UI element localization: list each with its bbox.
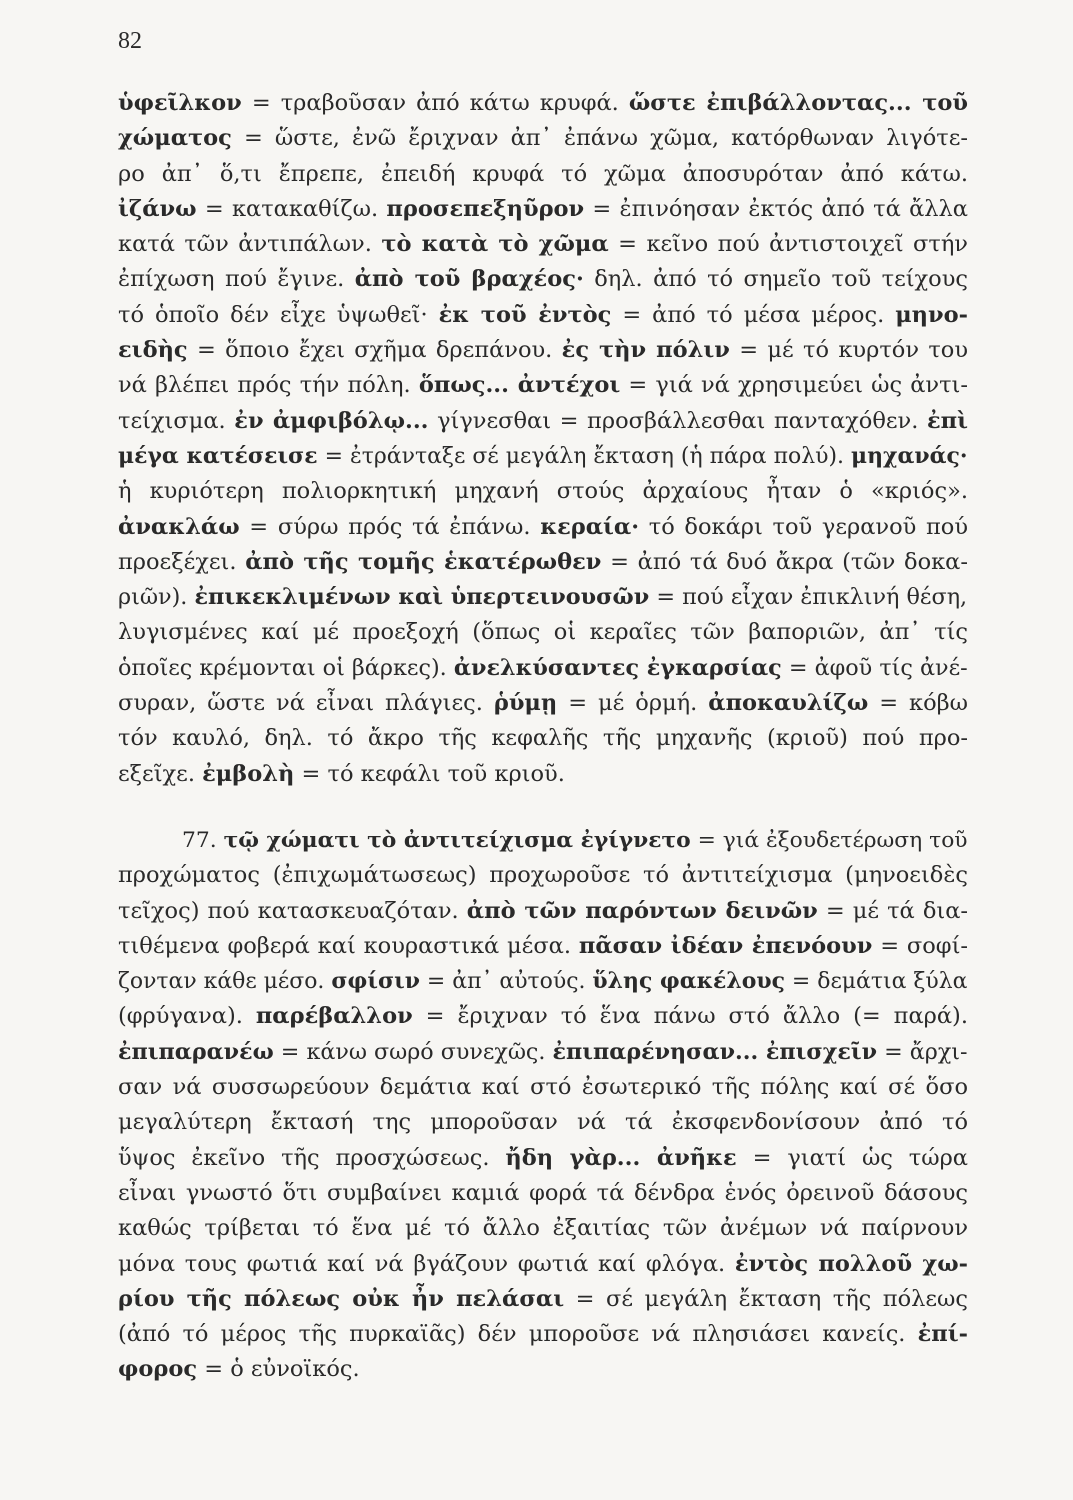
lemma-term: ειδὴς — [118, 337, 188, 364]
text-line — [118, 474, 968, 509]
text-line — [118, 1105, 968, 1140]
gloss-text: τό δοκάρι τοῦ γερανοῦ πού — [639, 513, 968, 540]
gloss-text: ὕψος ἐκεῖνο τῆς προσχώσεως. — [118, 1144, 506, 1171]
text-line — [118, 157, 968, 192]
lemma-term: ἐκ τοῦ ἐντὸς — [438, 301, 612, 328]
lemma-term: ἐπιπαρένησαν... ἐπισχεῖν — [552, 1038, 878, 1065]
gloss-text: = ὁ εὐνοϊκός. — [197, 1356, 360, 1383]
text-line — [118, 262, 968, 297]
text-line — [118, 368, 968, 403]
text-line — [118, 227, 968, 262]
gloss-text: = τραβοῦσαν ἀπό κάτω κρυφά. — [241, 90, 629, 116]
gloss-text: = ἄρχι- — [877, 1038, 968, 1065]
gloss-text: γίγνεσθαι = προσβάλλεσθαι πανταχόθεν. — [428, 407, 927, 434]
lemma-term: μηνο- — [895, 301, 968, 328]
text-line — [118, 1317, 968, 1352]
gloss-text: δηλ. ἀπό τό σημεῖο τοῦ τείχους — [583, 266, 969, 293]
gloss-text: = μέ τό κυρτόν του — [729, 337, 968, 364]
gloss-text: λυγισμένες καί μέ προεξοχή (ὅπως οἱ κεραῖες τῶν βαποριῶν, ἀπ᾽ τίς — [118, 619, 968, 646]
text-line — [118, 86, 968, 121]
gloss-text: τόν καυλό, δηλ. τό ἄκρο τῆς κεφαλῆς τῆς μηχανῆς (κριοῦ) πού προ- — [118, 725, 968, 752]
text-line — [118, 121, 968, 156]
gloss-text: = ἔριχναν τό ἕνα πάνω στό ἄλλο (= παρά). — [412, 1003, 968, 1030]
gloss-text: νά βλέπει πρός τήν πόλη. — [118, 372, 419, 399]
gloss-text: = μέ ὁρμή. — [557, 690, 709, 717]
text-line — [118, 1211, 968, 1246]
lemma-term: σφίσιν — [331, 968, 420, 995]
gloss-text: καθώς τρίβεται τό ἕνα μέ τό ἄλλο ἐξαιτίας τῶν ἀνέμων νά παίρνουν — [118, 1215, 968, 1242]
text-line — [118, 1176, 968, 1211]
lemma-term: ἀνελκύσαντες ἐγκαρσίας — [453, 654, 782, 681]
gloss-text: = κεῖνο πού ἀντιστοιχεῖ στήν — [608, 231, 968, 258]
gloss-text: συραν, ὥστε νά εἶναι πλάγιες. — [118, 690, 494, 717]
text-line — [118, 545, 968, 580]
text-line — [118, 510, 968, 545]
text-line — [118, 964, 968, 999]
gloss-text: = ἀφοῦ τίς ἀνέ- — [781, 654, 968, 681]
lemma-term: ὅπως... ἀντέχοι — [418, 372, 621, 399]
lemma-term: μέγα κατέσεισε — [118, 442, 318, 469]
page-number: 82 — [118, 28, 142, 54]
lemma-term: ἀνακλάω — [118, 513, 240, 540]
text-line — [118, 1247, 968, 1282]
gloss-text: προχώματος (ἐπιχωμάτωσεως) προχωροῦσε τό ἀντιτείχισμα (μηνοειδὲς — [118, 862, 968, 889]
gloss-text: = ἀπ᾽ αὐτούς. — [419, 969, 593, 995]
lemma-term: ἰζάνω — [118, 195, 197, 222]
gloss-text: = ὥστε, ἐνῶ ἔριχναν ἀπ᾽ ἐπάνω χῶμα, κατόρθωναν λιγότε- — [231, 125, 968, 152]
gloss-text: = κάνω σωρό συνεχῶς. — [273, 1038, 553, 1065]
gloss-text: (φρύγανα). — [118, 1003, 256, 1030]
lemma-term: ἐπὶ — [926, 407, 968, 434]
gloss-text: ὁποῖες κρέμονται οἱ βάρκες). — [118, 654, 454, 681]
gloss-text: = ὅποιο ἔχει σχῆμα δρεπάνου. — [187, 337, 562, 364]
lemma-term: ἀπὸ τῶν παρόντων δεινῶν — [466, 897, 818, 924]
lemma-term: ἀποκαυλίζω — [708, 690, 869, 717]
lemma-term: ἀπὸ τοῦ βραχέος· — [354, 266, 584, 293]
text-line — [118, 580, 968, 615]
gloss-text: εξεῖχε. — [118, 760, 203, 787]
gloss-text: κατά τῶν ἀντιπάλων. — [118, 231, 382, 258]
paragraph — [118, 86, 968, 792]
text-block — [118, 86, 968, 1388]
lemma-term: τῷ χώματι τὸ ἀντιτείχισμα ἐγίγνετο — [223, 827, 691, 853]
gloss-text: = γιά νά χρησιμεύει ὡς ἀντι- — [620, 372, 968, 399]
lemma-term: ἐς τὴν πόλιν — [561, 337, 730, 364]
gloss-text: μεγαλύτερη ἔκτασή της μποροῦσαν νά τά ἐκσφενδονίσουν ἀπό τό — [118, 1109, 968, 1136]
gloss-text: = δεμάτια ξύλα — [784, 969, 968, 995]
gloss-text: = πού εἶχαν ἐπικλινή θέση, — [649, 584, 968, 611]
gloss-text: 77. — [182, 827, 224, 853]
gloss-text: = ἐτράνταξε σέ μεγάλη ἔκταση (ἡ πάρα πολύ). — [317, 443, 851, 469]
gloss-text: σαν νά συσσωρεύουν δεμάτια καί στό ἐσωτερικό τῆς πόλης καί σέ ὅσο — [118, 1074, 968, 1101]
lemma-term: ἐμβολὴ — [202, 760, 295, 787]
lemma-term: ἐπικεκλιμένων καὶ ὑπερτεινουσῶν — [194, 584, 650, 611]
text-line — [118, 721, 968, 756]
lemma-term: φορος — [118, 1356, 198, 1383]
text-line — [118, 1352, 968, 1387]
text-line — [118, 929, 968, 964]
lemma-term: ἀπὸ τῆς τομῆς ἑκατέρωθεν — [245, 548, 602, 575]
gloss-text: = μέ τά δια- — [817, 897, 968, 924]
lemma-term: ρίου τῆς πόλεως οὐκ ἦν πελάσαι — [118, 1285, 565, 1312]
text-line — [118, 1141, 968, 1176]
text-line — [118, 615, 968, 650]
text-line — [118, 1035, 968, 1070]
text-line — [118, 1070, 968, 1105]
text-line — [118, 894, 968, 929]
text-line — [118, 651, 968, 686]
gloss-text: = σέ μεγάλη ἔκταση τῆς πόλεως — [564, 1285, 968, 1312]
gloss-text: = ἐπινόησαν ἐκτός ἀπό τά ἄλλα — [584, 195, 968, 222]
gloss-text: εἶναι γνωστό ὅτι συμβαίνει καμιά φορά τά δένδρα ἑνός ὀρεινοῦ δάσους — [118, 1179, 968, 1206]
lemma-term: ὕλης φακέλους — [592, 968, 785, 995]
text-line — [118, 858, 968, 893]
lemma-term: ἐν ἀμφιβόλῳ... — [234, 407, 429, 434]
lemma-term: ἐντὸς πολλοῦ χω- — [734, 1250, 968, 1277]
lemma-term: μηχανάς· — [851, 442, 968, 469]
lemma-term: παρέβαλλον — [255, 1003, 413, 1030]
gloss-text: = ἀπό τό μέσα μέρος. — [611, 301, 896, 328]
gloss-text: ζονταν κάθε μέσο. — [118, 969, 332, 995]
text-line — [118, 999, 968, 1034]
text-line — [118, 333, 968, 368]
lemma-term: προσεπεξηῦρον — [386, 195, 585, 222]
lemma-term: κεραία· — [540, 513, 640, 540]
text-line — [118, 823, 968, 858]
gloss-text: = κόβω — [868, 690, 968, 717]
lemma-term: ὥστε ἐπιβάλλοντας... τοῦ — [628, 90, 968, 116]
gloss-text: = γιά ἐξουδετέρωση τοῦ — [690, 827, 968, 853]
lemma-term: χώματος — [118, 125, 232, 152]
gloss-text: ἡ κυριότερη πολιορκητική μηχανή στούς ἀρχαίους ἦταν ὁ «κριός». — [118, 478, 968, 505]
lemma-term: τὸ κατὰ τὸ χῶμα — [381, 231, 609, 258]
lemma-term: ὑφεῖλκον — [118, 90, 242, 116]
gloss-text: = γιατί ὡς τώρα — [736, 1144, 968, 1171]
text-line — [118, 757, 968, 792]
gloss-text: = σύρω πρός τά ἐπάνω. — [239, 513, 541, 540]
gloss-text: τείχισμα. — [118, 407, 235, 434]
text-line — [118, 686, 968, 721]
lemma-term: ῥύμῃ — [493, 690, 558, 717]
gloss-text: (ἀπό τό μέρος τῆς πυρκαϊᾶς) δέν μποροῦσε νά πλησιάσει κανείς. — [118, 1321, 918, 1348]
gloss-text: μόνα τους φωτιά καί νά βγάζουν φωτιά καί φλόγα. — [118, 1250, 735, 1277]
gloss-text: = κατακαθίζω. — [196, 195, 387, 222]
text-line — [118, 192, 968, 227]
gloss-text: ρο ἀπ᾽ ὅ,τι ἔπρεπε, ἐπειδή κρυφά τό χῶμα ἀποσυρόταν ἀπό κάτω. — [118, 160, 968, 187]
text-line — [118, 404, 968, 439]
gloss-text: ριῶν). — [118, 584, 195, 611]
gloss-text: = σοφί- — [872, 932, 968, 959]
gloss-text: = ἀπό τά δυό ἄκρα (τῶν δοκα- — [601, 548, 968, 575]
gloss-text: τό ὁποῖο δέν εἶχε ὑψωθεῖ· — [118, 301, 439, 328]
lemma-term: ἐπιπαρανέω — [118, 1038, 274, 1065]
gloss-text: τεῖχος) πού κατασκευαζόταν. — [118, 897, 467, 924]
gloss-text: = τό κεφάλι τοῦ κριοῦ. — [294, 760, 565, 787]
gloss-text: προεξέχει. — [118, 548, 246, 575]
text-line — [118, 1282, 968, 1317]
gloss-text: ἐπίχωση πού ἔγινε. — [118, 266, 355, 293]
lemma-term: ἐπί- — [917, 1321, 968, 1348]
gloss-text: τιθέμενα φοβερά καί κουραστικά μέσα. — [118, 932, 579, 959]
text-line — [118, 298, 968, 333]
lemma-term: πᾶσαν ἰδέαν ἐπενόουν — [578, 932, 873, 959]
text-line — [118, 439, 968, 474]
paragraph — [118, 823, 968, 1388]
lemma-term: ἤδη γὰρ... ἀνῆκε — [505, 1144, 737, 1171]
